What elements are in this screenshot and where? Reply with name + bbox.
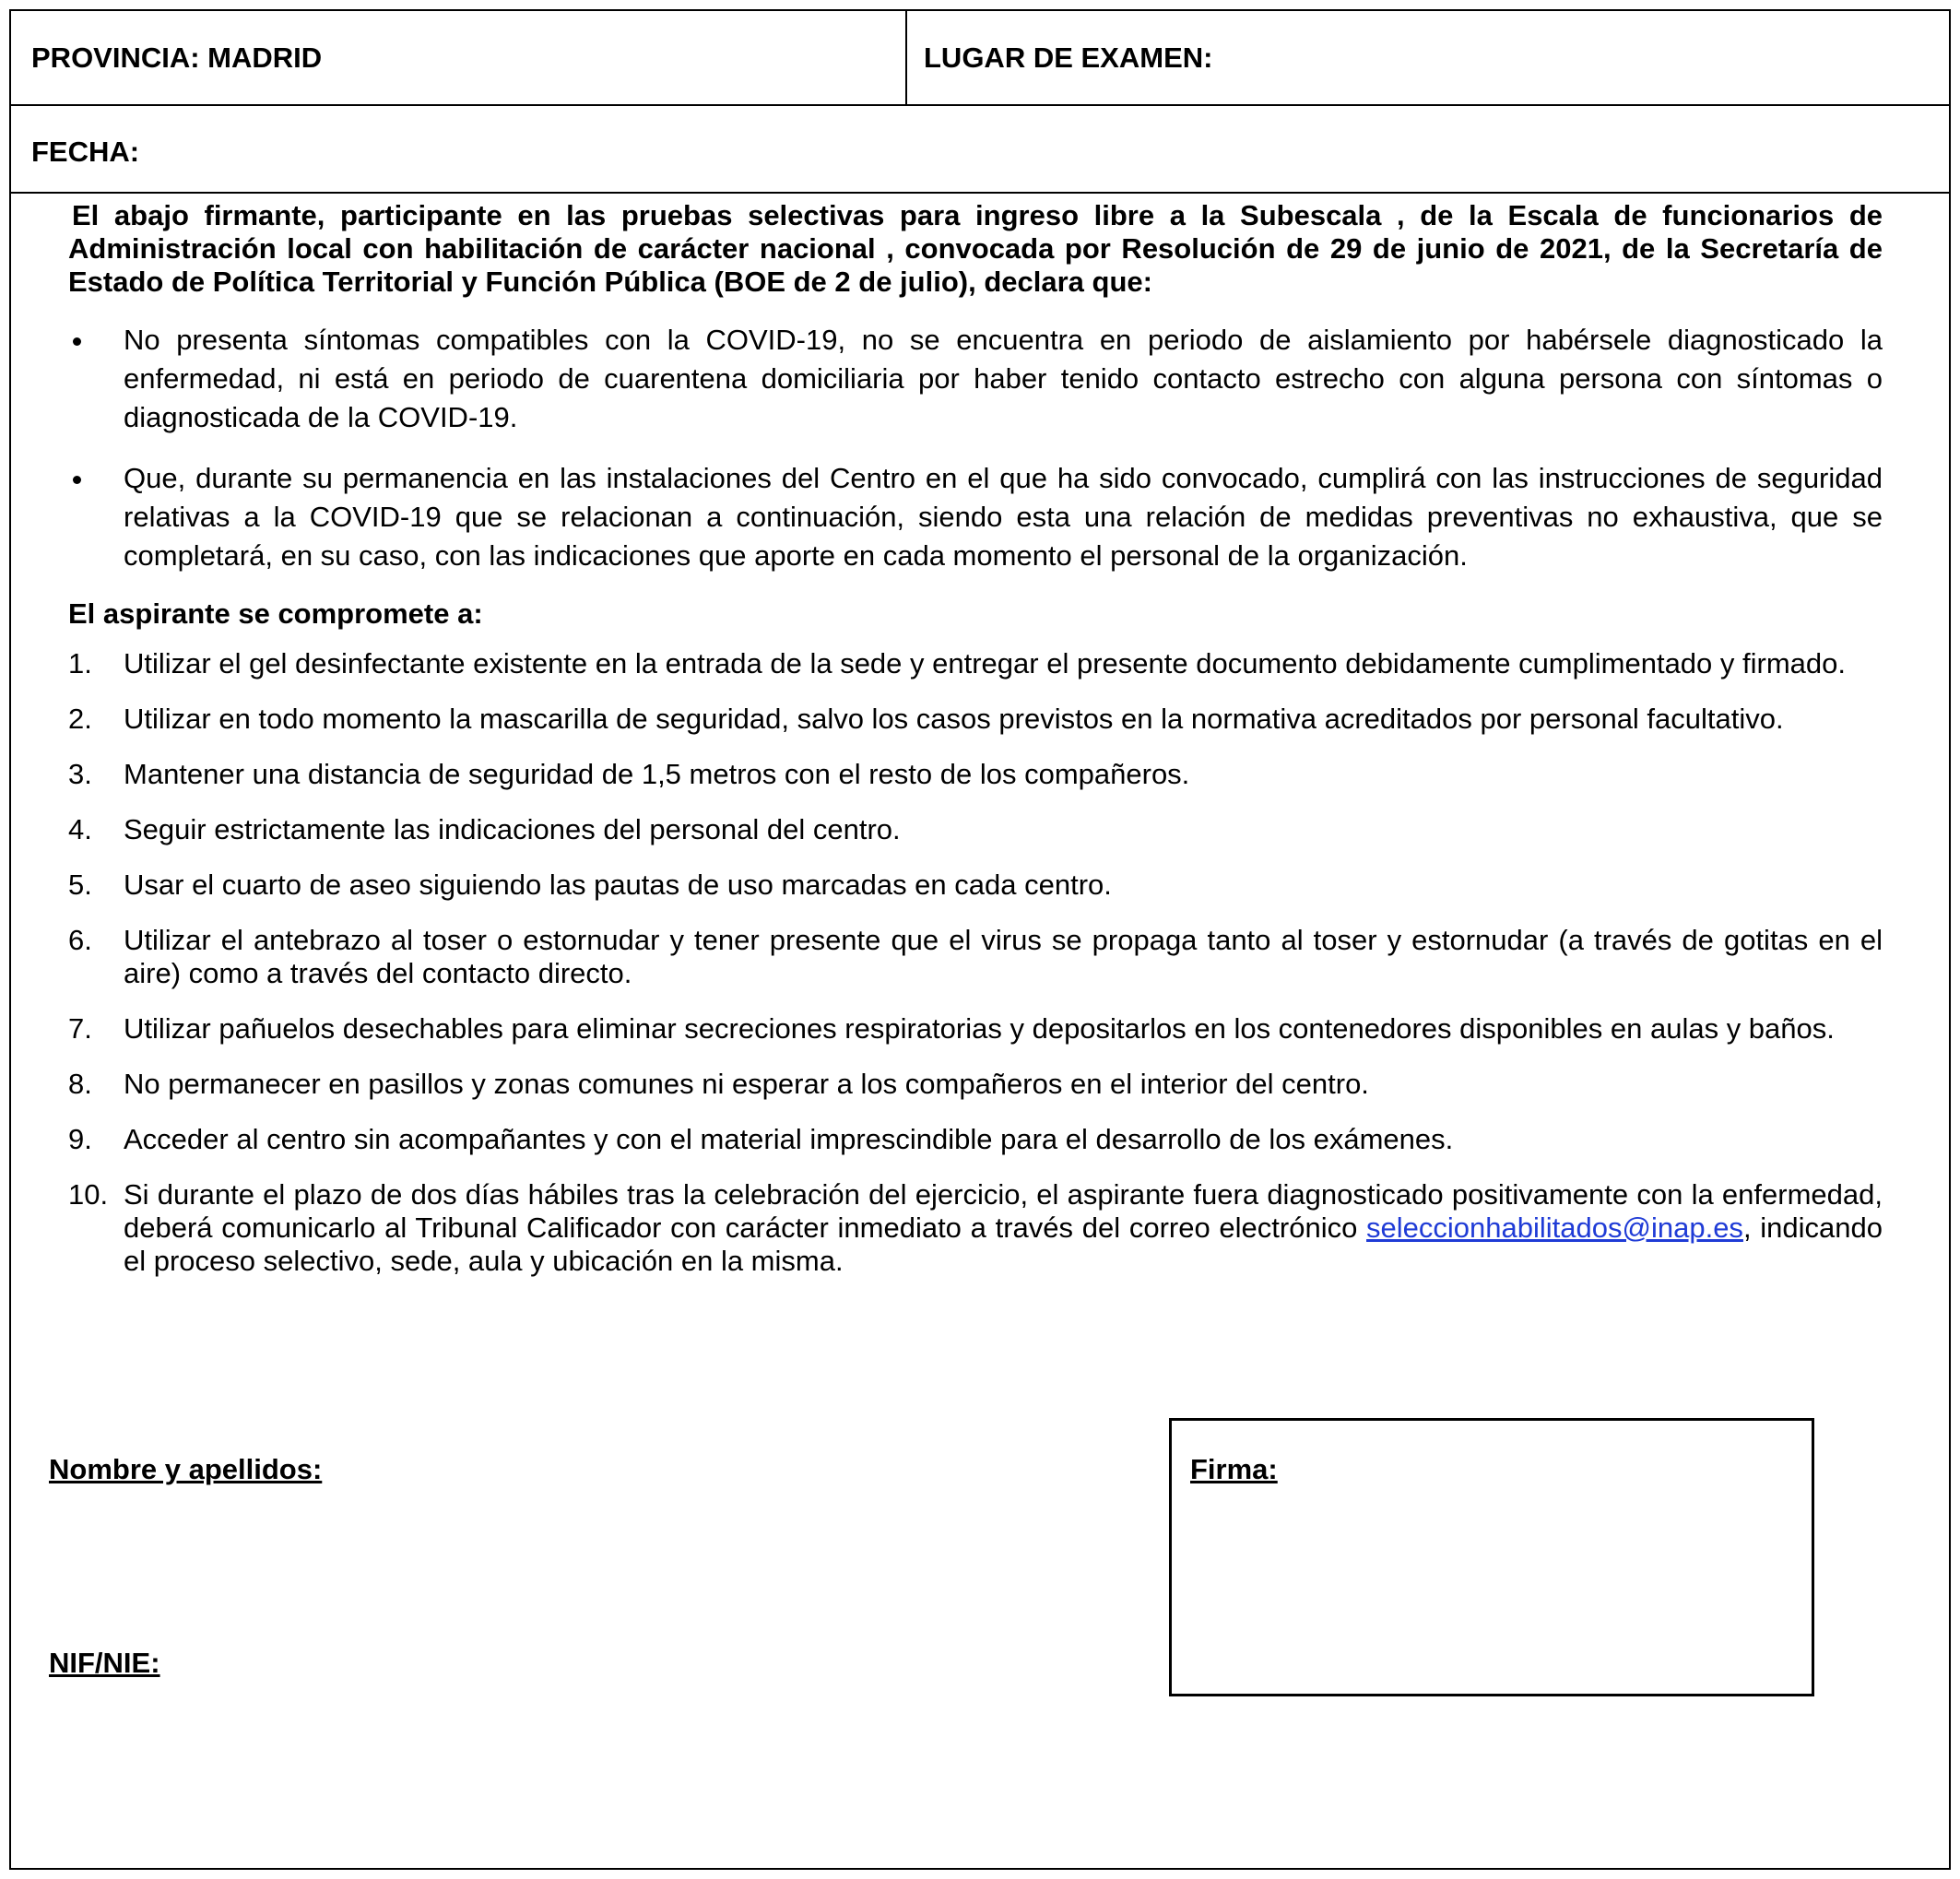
contact-email-link[interactable]: seleccionhabilitados@inap.es <box>1366 1211 1743 1244</box>
item-number: 8. <box>68 1068 92 1100</box>
list-item <box>68 1178 1883 1278</box>
item-number: 6. <box>68 924 92 956</box>
list-item <box>68 813 1883 846</box>
list-item <box>68 869 1883 902</box>
commitments-heading: El aspirante se compromete a: <box>68 597 483 630</box>
list-item <box>68 703 1883 736</box>
item-text: Seguir estrictamente las indicaciones del personal del centro. <box>124 813 901 845</box>
bullet-text: Que, durante su permanencia en las instalaciones del Centro en el que ha sido convocado, cumplirá con las instrucciones de seguridad relativas a la COVID-19 que se relacionan a continuación, siendo esta una relación de medidas preventivas no exhaustiva, que se completará, en su caso, con las indicaciones que aporte en cada momento el personal de la organización. <box>124 462 1883 572</box>
item-text: Si durante el plazo de dos días hábiles tras la celebración del ejercicio, el aspirante fuera diagnosticado positivamente con la enfermedad, deberá comunicarlo al Tribunal Calificador con carácter inmediato a través del correo electrónico <box>124 1178 1883 1244</box>
item-number: 7. <box>68 1012 92 1045</box>
item-number: 9. <box>68 1123 92 1155</box>
header-row <box>11 11 1949 106</box>
item-text: No permanecer en pasillos y zonas comunes ni esperar a los compañeros en el interior del centro. <box>124 1068 1369 1100</box>
item-text: Utilizar en todo momento la mascarilla de seguridad, salvo los casos previstos en la normativa acreditados por personal facultativo. <box>124 703 1784 735</box>
item-number: 4. <box>68 813 92 845</box>
exam-place-label: LUGAR DE EXAMEN: <box>924 41 1213 74</box>
bullet-item <box>68 321 1883 437</box>
bullet-dot-icon <box>73 337 81 346</box>
list-item <box>68 1012 1883 1046</box>
exam-place-cell[interactable] <box>907 11 1949 104</box>
list-item <box>68 758 1883 791</box>
name-label: Nombre y apellidos: <box>49 1453 323 1485</box>
province-cell <box>11 11 907 104</box>
list-item <box>68 1068 1883 1101</box>
item-text: Acceder al centro sin acompañantes y con el material imprescindible para el desarrollo de los exámenes. <box>124 1123 1454 1155</box>
signature-label: Firma: <box>1190 1453 1278 1485</box>
declaration-intro: El abajo firmante, participante en las pruebas selectivas para ingreso libre a la Subescala , de la Escala de funcionarios de Administración local con habilitación de carácter nacional , convocada por Resolución de 29 de junio de 2021, de la Secretaría de Estado de Política Territorial y Función Pública (BOE de 2 de julio), declara que: <box>68 199 1883 298</box>
item-text: Utilizar pañuelos desechables para eliminar secreciones respiratorias y depositarlos en los contenedores disponibles en aulas y baños. <box>124 1012 1835 1045</box>
bullet-dot-icon <box>73 476 81 484</box>
signature-box[interactable] <box>1169 1418 1814 1696</box>
item-text: , indicando el proceso selectivo, sede, aula y ubicación en la misma. <box>124 1211 1883 1277</box>
item-number: 2. <box>68 703 92 735</box>
item-text: Utilizar el antebrazo al toser o estornudar y tener presente que el virus se propaga tanto al toser y estornudar (a través de gotitas en el aire) como a través del contacto directo. <box>124 924 1883 989</box>
item-text: Mantener una distancia de seguridad de 1,5 metros con el resto de los compañeros. <box>124 758 1190 790</box>
item-number: 10. <box>68 1178 109 1211</box>
declaration-content <box>68 199 1883 1300</box>
declaration-bullets <box>68 321 1883 575</box>
date-row[interactable] <box>11 106 1949 194</box>
item-number: 3. <box>68 758 92 790</box>
commitments-list <box>68 647 1883 1278</box>
list-item <box>68 647 1883 680</box>
nif-label: NIF/NIE: <box>49 1647 160 1679</box>
date-label: FECHA: <box>31 136 140 168</box>
list-item <box>68 924 1883 990</box>
bullet-text: No presenta síntomas compatibles con la COVID-19, no se encuentra en periodo de aislamiento por habérsele diagnosticado la enfermedad, ni está en periodo de cuarentena domiciliaria por haber tenido contacto estrecho con alguna persona con síntomas o diagnosticada de la COVID-19. <box>124 324 1883 433</box>
list-item <box>68 1123 1883 1156</box>
item-number: 5. <box>68 869 92 901</box>
item-number: 1. <box>68 647 92 680</box>
item-text: Utilizar el gel desinfectante existente en la entrada de la sede y entregar el presente documento debidamente cumplimentado y firmado. <box>124 647 1846 680</box>
bullet-item <box>68 459 1883 575</box>
item-text: Usar el cuarto de aseo siguiendo las pautas de uso marcadas en cada centro. <box>124 869 1112 901</box>
province-label: PROVINCIA: MADRID <box>31 41 323 74</box>
